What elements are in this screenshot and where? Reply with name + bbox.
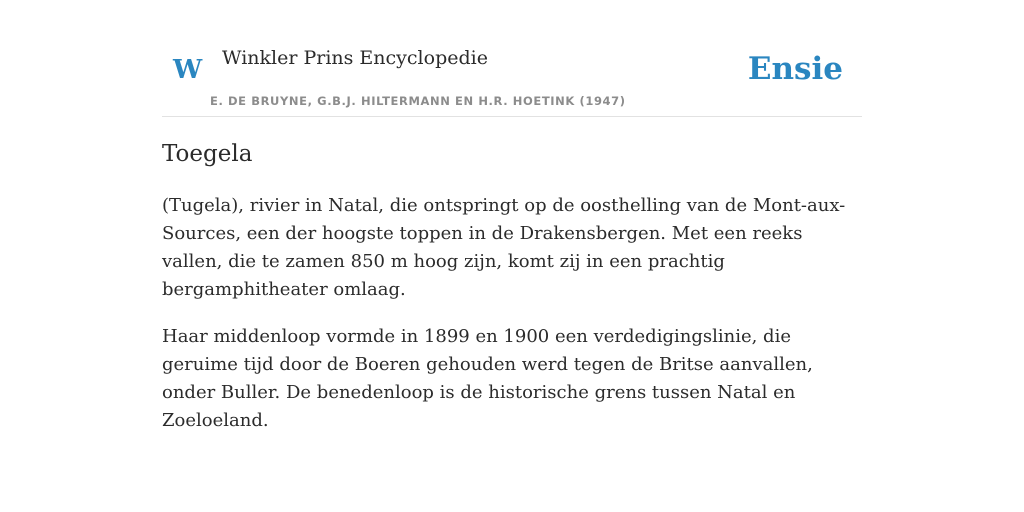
article-body [162, 192, 862, 454]
article-paragraph: Haar middenloop vormde in 1899 en 1900 een verdedigingslinie, die geruime tijd door de Boeren gehouden werd tegen de Britse aanvallen, onder Buller. De benedenloop is de historische grens tussen Natal en Zoeloeland. [162, 326, 813, 431]
article-title: Toegela [162, 141, 253, 167]
source-title-link[interactable]: Winkler Prins Encyclopedie [222, 47, 488, 69]
article-paragraph: (Tugela), rivier in Natal, die ontspringt op de oosthelling van de Mont-aux-Sources, een der hoogste toppen in de Drakensbergen. Met een reeks vallen, die te zamen 850 m hoog zijn, komt zij in een prachtig bergamphitheater omlaag. [162, 195, 846, 300]
source-logo[interactable]: W [173, 55, 203, 85]
source-header [162, 0, 862, 117]
source-authors: E. DE BRUYNE, G.B.J. HILTERMANN EN H.R. HOETINK (1947) [210, 94, 626, 108]
brand-logo[interactable]: Ensie [747, 51, 843, 87]
